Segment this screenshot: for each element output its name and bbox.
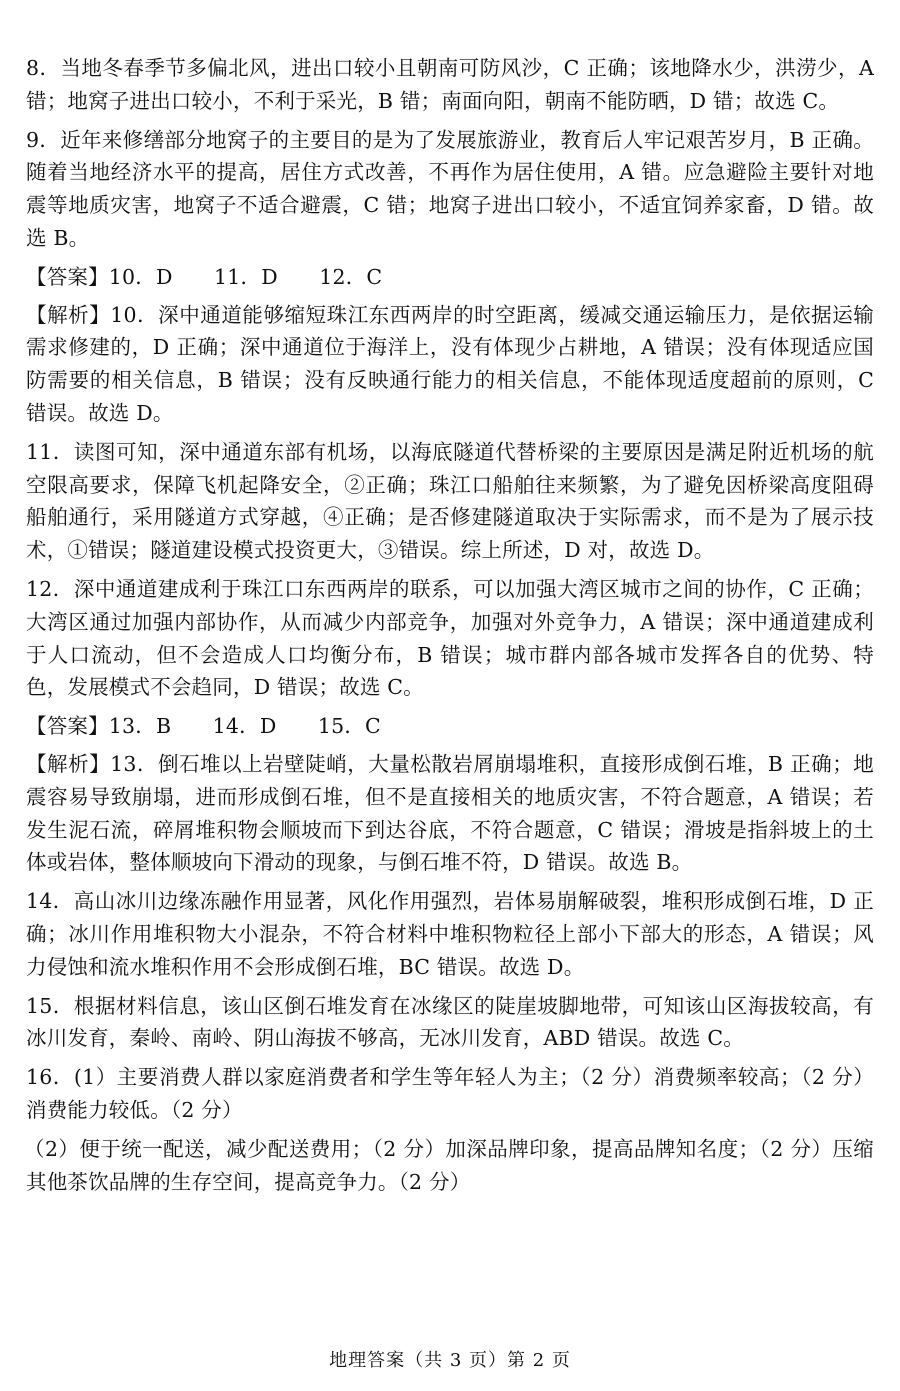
explanation-item-13: 【解析】13．倒石堆以上岩壁陡峭，大量松散岩屑崩塌堆积，直接形成倒石堆，B 正确；地震容易导致崩塌，进而形成倒石堆，但不是直接相关的地质灾害，不符合题意，A 错误；若发生泥石流，碎屑堆积物会顺坡而下到达谷底，不符合题意，C 错误；滑坡是指斜坡上的土体或岩体，整体顺坡向下滑动的现象，与倒石堆不符，D 错误。故选 B。 (26, 751, 874, 875)
answer-item-16-part-1: 16．(1）主要消费人群以家庭消费者和学生等年轻人为主；（2 分）消费频率较高；（2 分）消费能力较低。（2 分） (26, 1065, 874, 1122)
explanation-item-14: 14．高山冰川边缘冻融作用显著，风化作用强烈，岩体易崩解破裂，堆积形成倒石堆，D 正确；冰川作用堆积物大小混杂，不符合材料中堆积物粒径上部小下部大的形态，A 错误；风力侵蚀和流水堆积作用不会形成倒石堆，BC 错误。故选 D。 (26, 889, 874, 979)
answer-item-16-part-2: （2）便于统一配送，减少配送费用；（2 分）加深品牌印象，提高品牌知名度；（2 分）压缩其他茶饮品牌的生存空间，提高竞争力。（2 分） (24, 1136, 874, 1194)
answer-item-8: 8．当地冬春季节多偏北风，进出口较小且朝南可防风沙，C 正确；该地降水少，洪涝少，A 错；地窝子进出口较小，不利于采光，B 错；南面向阳，朝南不能防晒，D 错；故选 C。 (26, 56, 881, 113)
explanation-item-15: 15．根据材料信息，该山区倒石堆发育在冰缘区的陡崖坡脚地带，可知该山区海拔较高，有冰川发育，秦岭、南岭、阴山海拔不够高，无冰川发育，ABD 错误。故选 C。 (26, 993, 874, 1051)
answer-document (24, 52, 881, 1204)
answer-key-10-12: 【答案】10．D 11．D 12．C (26, 264, 383, 289)
explanation-item-10: 【解析】10．深中通道能够缩短珠江东西两岸的时空距离，缓减交通运输压力，是依据运输需求修建的，D 正确；深中通道位于海洋上，没有体现少占耕地，A 错误；没有体现适应国防需要的相关信息，B 错误；没有反映通行能力的相关信息，不能体现适度超前的原则，C 错误。故选 D。 (26, 302, 881, 425)
answer-key-13-15: 【答案】13．B 14．D 15．C (26, 714, 381, 739)
explanation-item-11: 11．读图可知，深中通道东部有机场，以海底隧道代替桥梁的主要原因是满足附近机场的航空限高要求，保障飞机起降安全，②正确；珠江口船舶往来频繁，为了避免因桥梁高度阻碍船舶通行，采用隧道方式穿越，④正确；是否修建隧道取决于实际需求，而不是为了展示技术，①错误；隧道建设模式投资更大，③错误。综上所述，D 对，故选 D。 (26, 439, 874, 563)
explanation-item-12: 12．深中通道建成利于珠江口东西两岸的联系，可以加强大湾区城市之间的协作，C 正确；大湾区通过加强内部协作，从而减少内部竞争，加强对外竞争力，A 错误；深中通道建成利于人口流动，但不会造成人口均衡分布，B 错误；城市群内部各城市发挥各自的优势、特色，发展模式不会趋同，D 错误；故选 C。 (26, 576, 874, 700)
answer-item-9: 9．近年来修缮部分地窝子的主要目的是为了发展旅游业，教育后人牢记艰苦岁月，B 正确。随着当地经济水平的提高，居住方式改善，不再作为居住使用，A 错。应急避险主要针对地震等地质灾害，地窝子不适合避震，C 错；地窝子进出口较小，不适宜饲养家畜，D 错。故选 B。 (26, 127, 874, 250)
page-footer: 地理答案（共 3 页）第 2 页 (329, 1350, 571, 1371)
